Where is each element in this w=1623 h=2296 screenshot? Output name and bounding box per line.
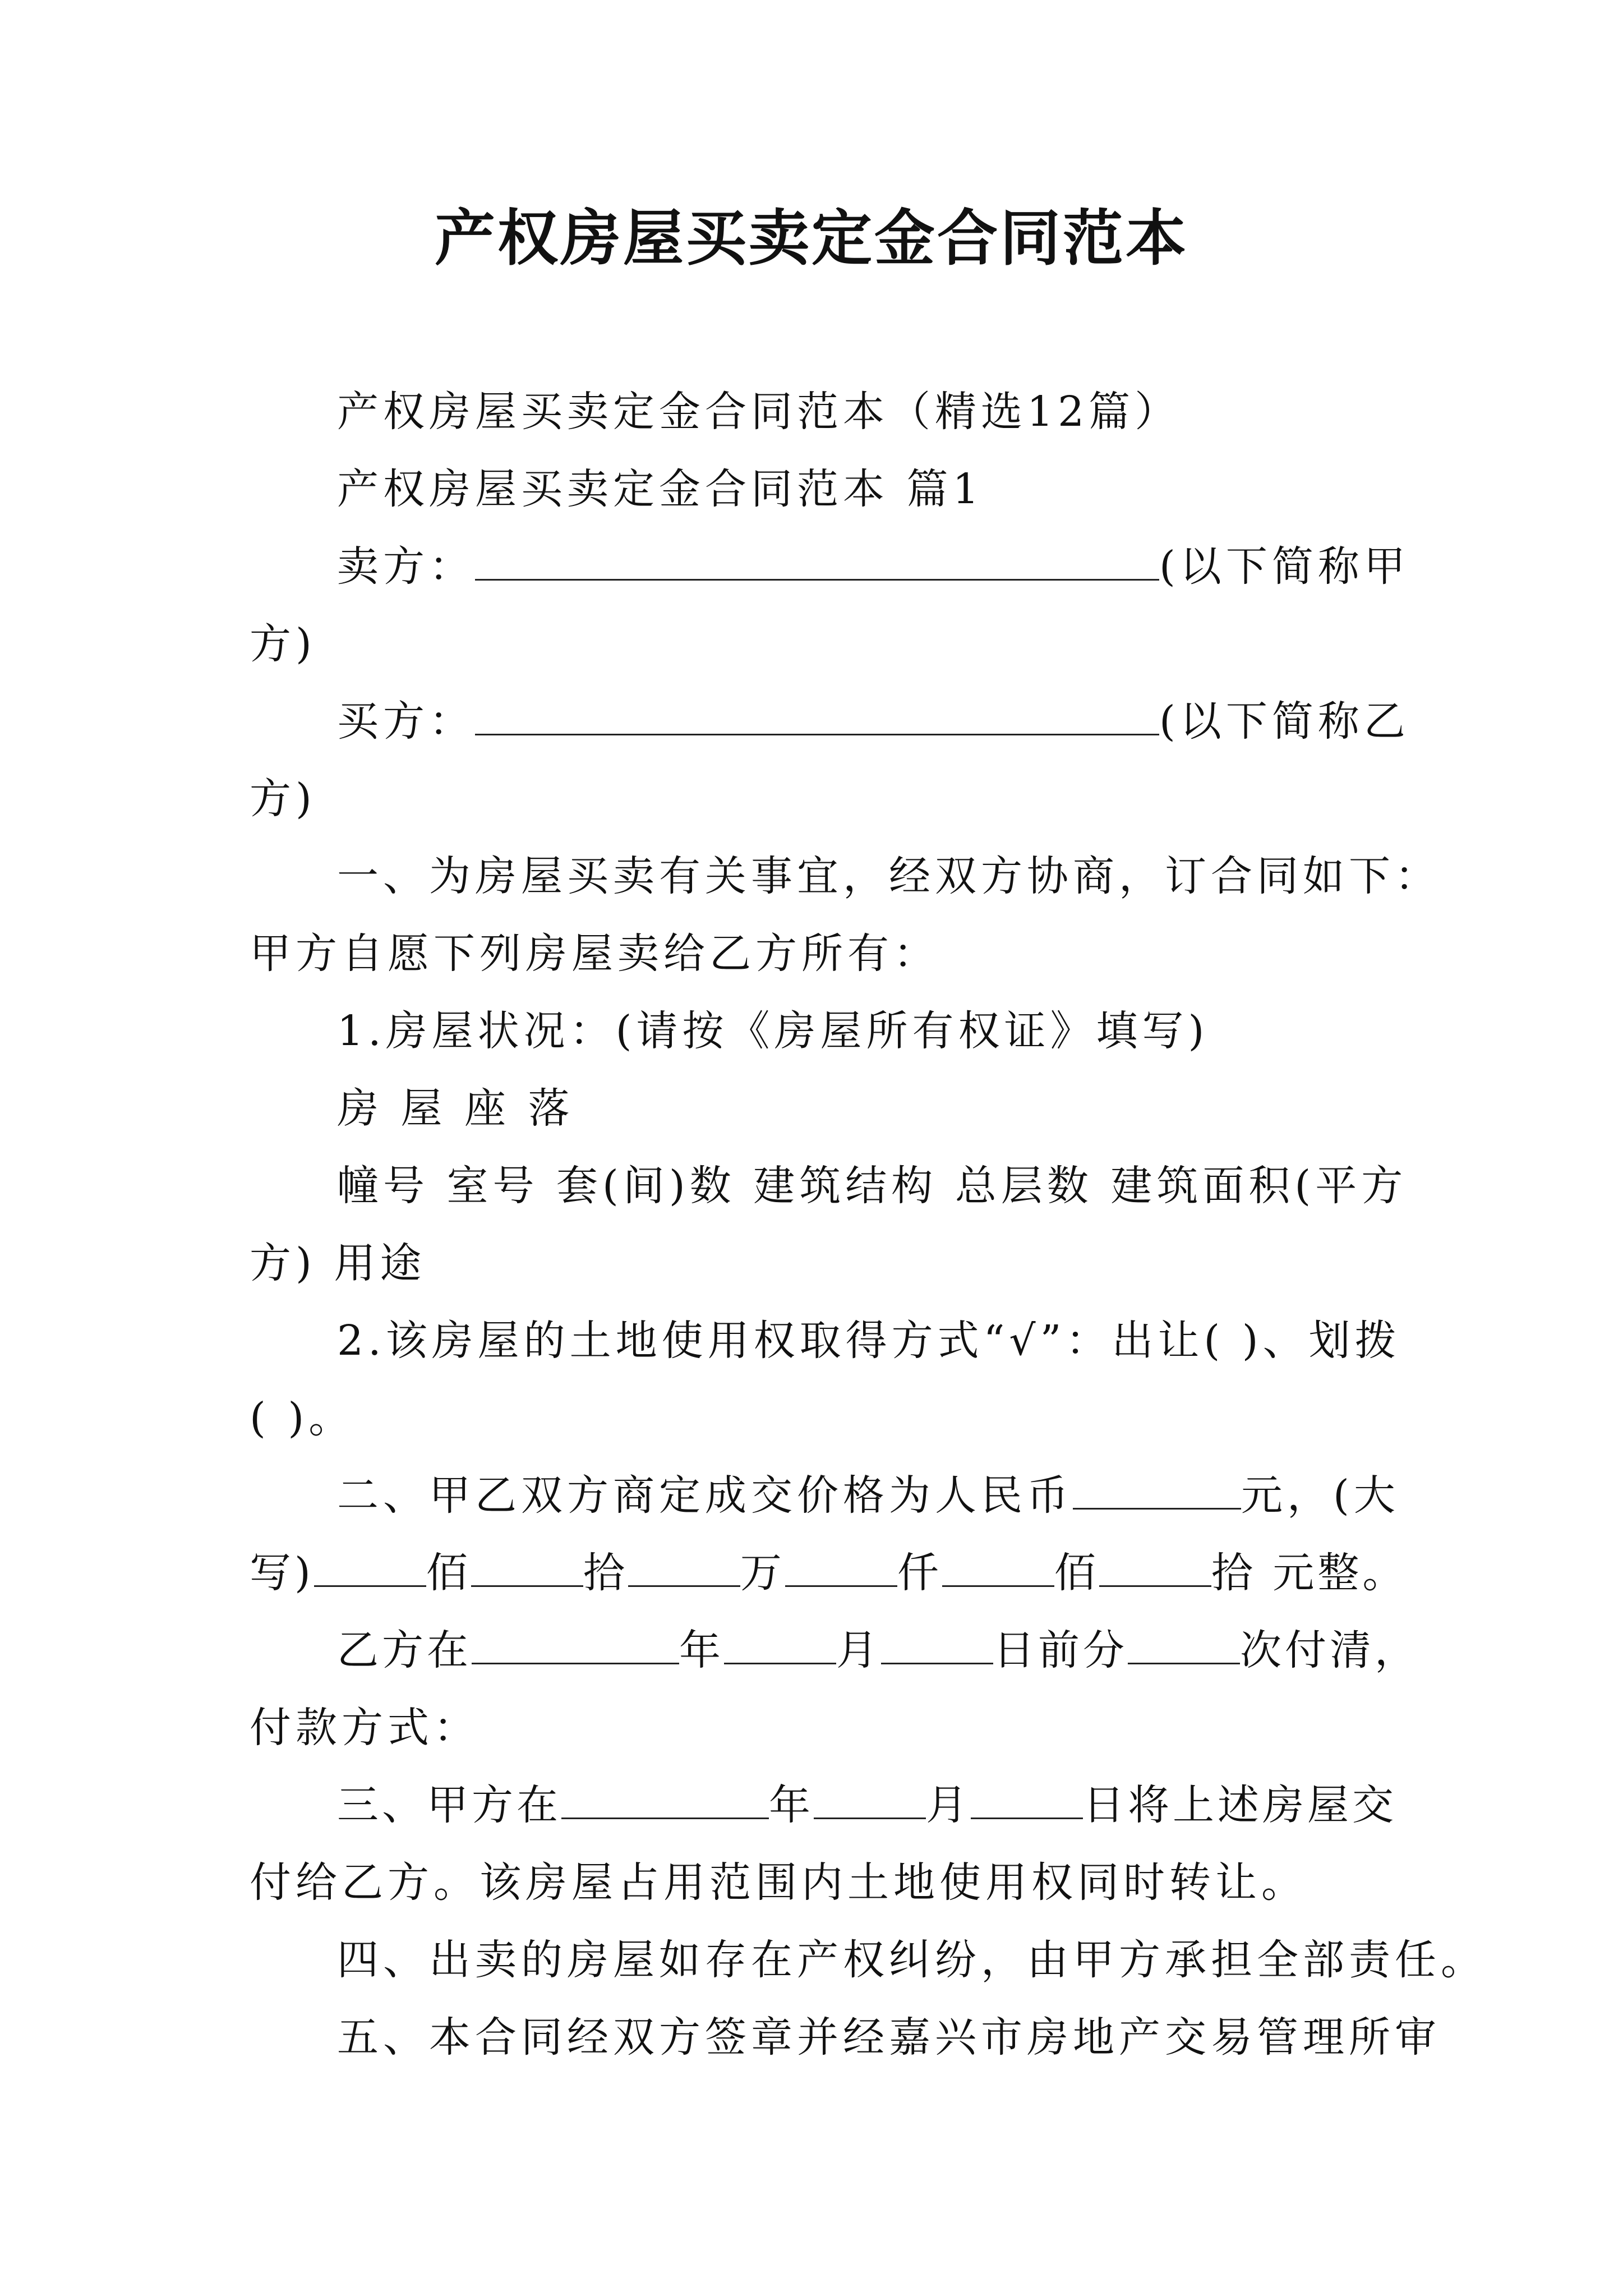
- times-blank: [1128, 1629, 1240, 1664]
- uppercase-label: 写): [250, 1549, 314, 1597]
- house-fields: 幢号 室号 套(间)数 建筑结构 总层数 建筑面积(平方: [337, 1162, 1408, 1210]
- clause-3-text: 年: [769, 1781, 814, 1829]
- unit-text: 佰: [1054, 1549, 1099, 1597]
- land-use-line: 2.该房屋的土地使用权取得方式“√”：出让( )、划拨: [337, 1317, 1401, 1365]
- buyer-blank: [475, 700, 1159, 735]
- blank: [628, 1552, 740, 1587]
- clause-3-text: 日将上述房屋交: [1083, 1781, 1397, 1829]
- payment-method: 付款方式：: [250, 1704, 479, 1752]
- clause-4: 四、出卖的房屋如存在产权纠纷，由甲方承担全部责任。: [337, 1936, 1487, 1984]
- clause-2-suffix: 元，(大: [1241, 1471, 1400, 1520]
- blank: [785, 1552, 897, 1587]
- clause-3-cont: 付给乙方。该房屋占用范围内土地使用权同时转让。: [250, 1858, 1307, 1907]
- land-use-cont: ( )。: [250, 1394, 355, 1442]
- seller-label: 卖方：: [337, 542, 475, 591]
- clause-3-text: 三、甲方在: [337, 1781, 561, 1829]
- house-status: 1.房屋状况：(请按《房屋所有权证》填写): [337, 1007, 1209, 1055]
- clause-3: [250, 1766, 1397, 1844]
- payment-line: [250, 1612, 1419, 1689]
- year-blank: [561, 1784, 769, 1819]
- unit-text: 拾: [583, 1549, 628, 1597]
- price-blank: [1073, 1474, 1241, 1510]
- clause-1: 一、为房屋买卖有关事宜，经双方协商，订合同如下：: [337, 852, 1441, 900]
- seller-blank: [475, 545, 1159, 581]
- price-uppercase-line: [250, 1534, 1408, 1612]
- seller-line-cont: 方): [250, 620, 316, 668]
- clause-1-cont: 甲方自愿下列房屋卖给乙方所有：: [250, 930, 939, 978]
- buyer-suffix: (以下简称乙: [1159, 697, 1410, 746]
- month-blank: [814, 1784, 926, 1819]
- clause-2: [250, 1457, 1400, 1534]
- payment-text: 月: [836, 1626, 881, 1674]
- unit-text: 拾 元整。: [1211, 1549, 1408, 1597]
- blank: [942, 1552, 1054, 1587]
- payment-text: 年: [679, 1626, 724, 1674]
- clause-3-text: 月: [926, 1781, 971, 1829]
- buyer-label: 买方：: [337, 697, 475, 746]
- unit-text: 万: [740, 1549, 785, 1597]
- section-heading: 产权房屋买卖定金合同范本 篇1: [337, 465, 984, 513]
- document-title: 产权房屋买卖定金合同范本: [434, 203, 1188, 274]
- year-blank: [472, 1629, 679, 1664]
- seller-line: [250, 528, 1410, 605]
- blank: [1099, 1552, 1211, 1587]
- clause-2-text: 二、甲乙双方商定成交价格为人民币: [337, 1471, 1073, 1520]
- unit-text: 佰: [426, 1549, 471, 1597]
- seller-suffix: (以下简称甲: [1159, 542, 1410, 591]
- blank: [314, 1552, 426, 1587]
- buyer-line-cont: 方): [250, 775, 316, 823]
- payment-text: 次付清，: [1240, 1626, 1419, 1674]
- day-blank: [881, 1629, 993, 1664]
- blank: [471, 1552, 583, 1587]
- house-location: 房 屋 座 落: [337, 1084, 574, 1133]
- clause-5: 五、本合同经双方签章并经嘉兴市房地产交易管理所审: [337, 2013, 1441, 2062]
- day-blank: [971, 1784, 1083, 1819]
- house-fields-cont: 方) 用途: [250, 1239, 426, 1287]
- payment-text: 乙方在: [337, 1626, 472, 1674]
- subtitle-line: 产权房屋买卖定金合同范本（精选12篇）: [337, 388, 1181, 436]
- unit-text: 仟: [897, 1549, 942, 1597]
- document-body: [250, 373, 1487, 2076]
- payment-text: 日前分: [993, 1626, 1128, 1674]
- buyer-line: [250, 683, 1410, 760]
- month-blank: [724, 1629, 836, 1664]
